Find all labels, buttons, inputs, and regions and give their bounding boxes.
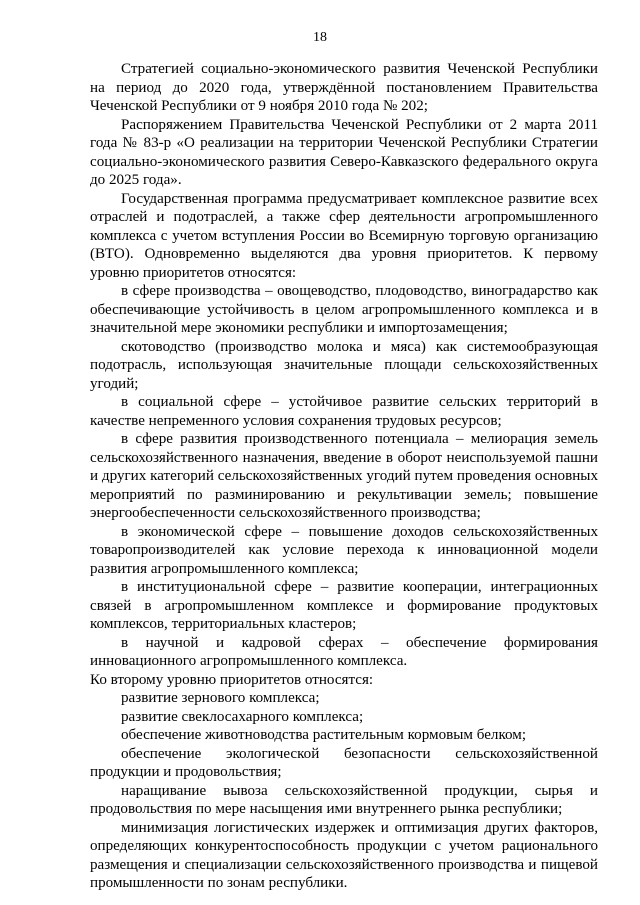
paragraph-second-level-heading: Ко второму уровню приоритетов относятся:: [90, 671, 374, 688]
paragraph-strategy-reference: Стратегией социально-экономического развития Чеченской Республики на период до 2020 года, утверждённой постановлением Правительства Чеченской Республики от 9 ноября 2010 года № 202;: [90, 61, 598, 114]
document-body: [90, 60, 598, 893]
paragraph-logistics: минимизация логистических издержек и оптимизация других факторов, определяющих конкурентоспособность продукции с учетом рационального размещения и специализации сельскохозяйственного производства и пищевой промышленности по зонам республики.: [90, 819, 598, 891]
page-number: 18: [313, 30, 327, 45]
paragraph-priority-livestock: скотоводство (производство молока и мяса) как системообразующая подотрасль, использующая значительные площади сельскохозяйственных угодий;: [90, 338, 598, 392]
paragraph-feed-protein: обеспечение животноводства растительным кормовым белком;: [121, 727, 527, 743]
paragraph-priority-potential: в сфере развития производственного потенциала – мелиорация земель сельскохозяйственного назначения, введение в оборот неиспользуемой пашни и других категорий сельскохозяйственных угодий путем проведения основных мероприятий по разминированию и рекультивации земель; повышение энергообеспеченности сельскохозяйственного производства;: [90, 431, 598, 521]
paragraph-priority-economic: в экономической сфере – повышение доходов сельскохозяйственных товаропроизводителей как условие перехода к инновационной модели развития агропромышленного комплекса;: [90, 523, 598, 577]
paragraph-priority-institutional: в институциональной сфере – развитие кооперации, интеграционных связей в агропромышленном комплексе и формирование продуктовых комплексов, территориальных кластеров;: [90, 579, 598, 632]
paragraph-ecological-safety: обеспечение экологической безопасности сельскохозяйственной продукции и продовольствия;: [90, 745, 598, 780]
paragraph-export-growth: наращивание вывоза сельскохозяйственной продукции, сырья и продовольствия по мере насыщения ими внутреннего рынка республики;: [90, 782, 598, 817]
paragraph-grain-complex: развитие зернового комплекса;: [121, 690, 320, 706]
paragraph-priority-production: в сфере производства – овощеводство, плодоводство, виноградарство как обеспечивающие устойчивость в целом агропромышленного комплекса и в значительной мере экономики республики и импортозамещения;: [90, 283, 598, 336]
paragraph-priority-social: в социальной сфере – устойчивое развитие сельских территорий в качестве непременного условия сохранения трудовых ресурсов;: [90, 394, 598, 429]
paragraph-priority-science: в научной и кадровой сферах – обеспечение формирования инновационного агропромышленного комплекса.: [90, 634, 598, 669]
paragraph-sugar-complex: развитие свеклосахарного комплекса;: [121, 708, 364, 725]
paragraph-order-reference: Распоряжением Правительства Чеченской Республики от 2 марта 2011 года № 83-р «О реализации на территории Чеченской Республики Стратегии социально-экономического развития Северо-Кавказского федерального округа до 2025 года».: [90, 116, 598, 188]
paragraph-program-overview: Государственная программа предусматривает комплексное развитие всех отраслей и подотраслей, а также сфер деятельности агропромышленного комплекса с учетом вступления России во Всемирную торговую организацию (ВТО). Одновременно выделяются два уровня приоритетов. К первому уровню приоритетов относятся:: [90, 190, 598, 281]
